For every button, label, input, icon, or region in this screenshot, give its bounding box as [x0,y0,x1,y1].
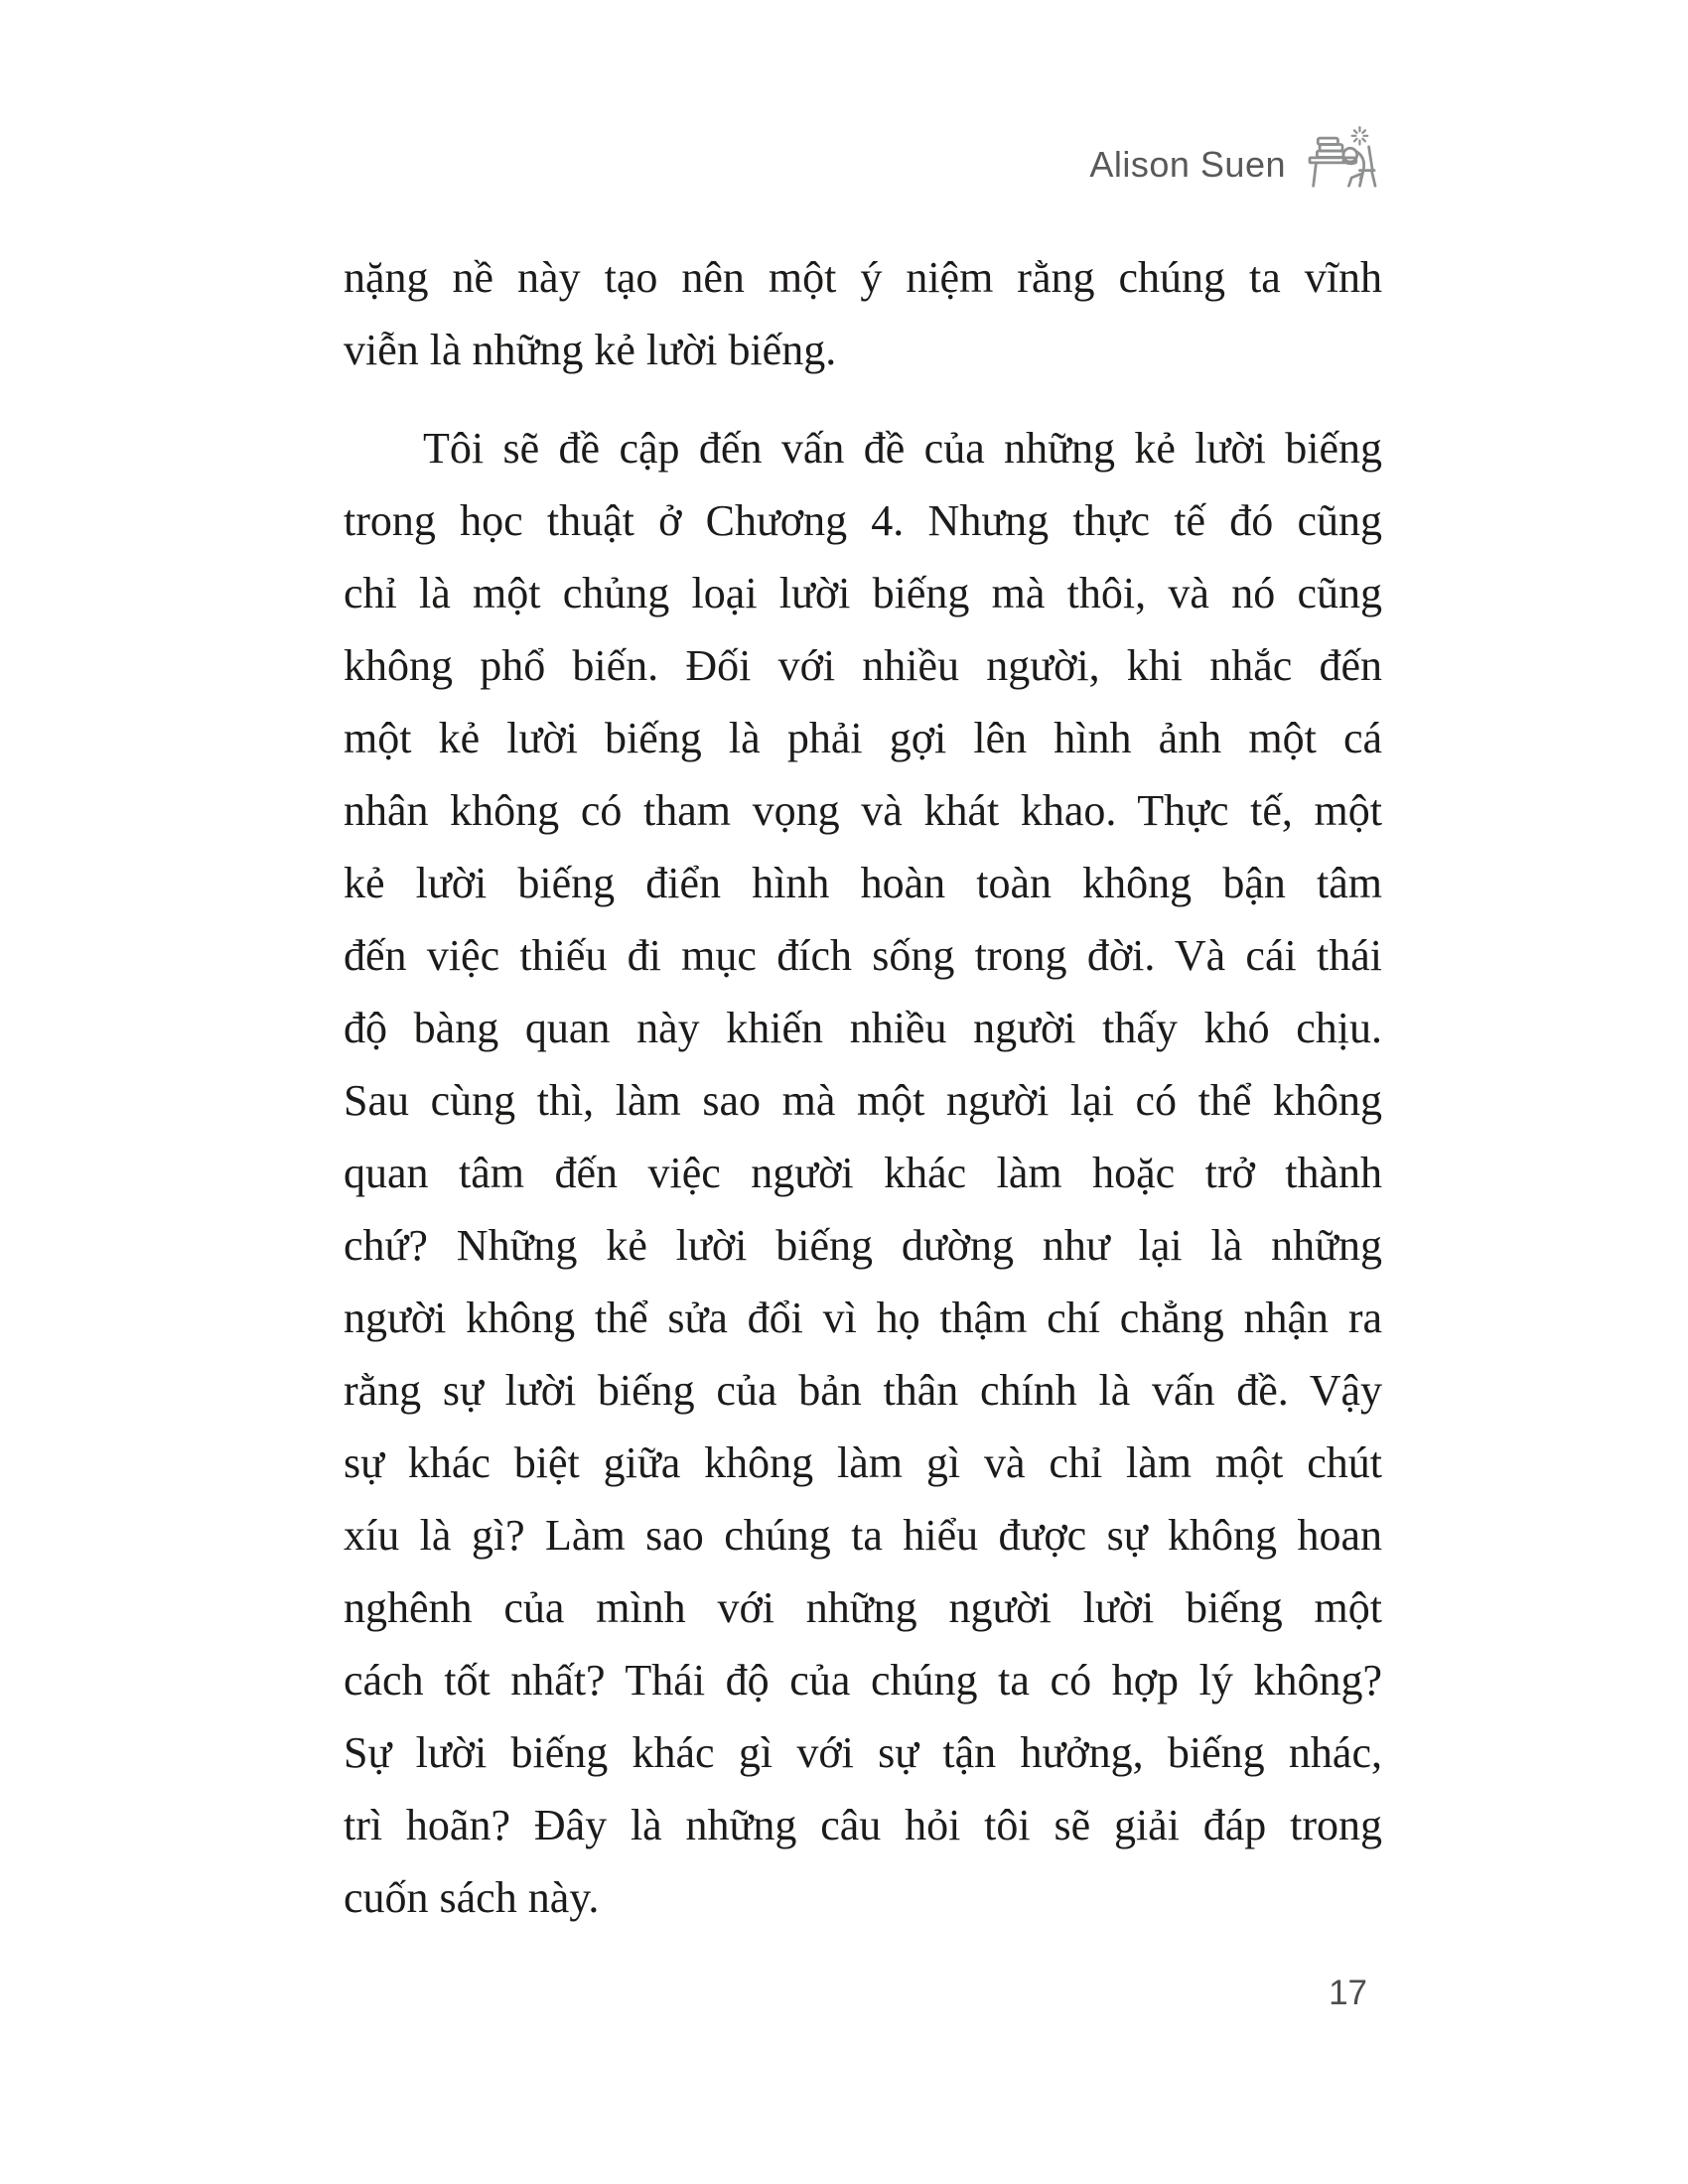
paragraph [344,241,1382,386]
text-line: cách tốt nhất? Thái độ của chúng ta có hợp lý không? [344,1656,1382,1705]
text-line: trì hoãn? Đây là những câu hỏi tôi sẽ giải đáp trong [344,1801,1382,1849]
sparkle-burst [1352,127,1368,144]
paragraph [344,412,1382,1934]
text-line: chứ? Những kẻ lười biếng dường như lại là những [344,1221,1382,1270]
text-line: độ bàng quan này khiến nhiều người thấy khó chịu. [344,1004,1382,1052]
text-line: quan tâm đến việc người khác làm hoặc trở thành [344,1149,1382,1197]
body-text [344,241,1382,1934]
author-name: Alison Suen [1089,144,1286,185]
text-line: sự khác biệt giữa không làm gì và chỉ làm một chút [344,1438,1382,1487]
sleeping-at-desk-icon [1308,123,1377,189]
text-line: xíu là gì? Làm sao chúng ta hiểu được sự không hoan [344,1511,1382,1560]
text-line: viễn là những kẻ lười biếng. [344,326,837,374]
text-line: cuốn sách này. [344,1873,600,1922]
running-header [1089,123,1377,189]
text-line: nặng nề này tạo nên một ý niệm rằng chúng ta vĩnh [344,253,1382,302]
page-number: 17 [1329,1974,1367,2012]
text-line: Sự lười biếng khác gì với sự tận hưởng, biếng nhác, [344,1728,1382,1777]
text-line: nghênh của mình với những người lười biếng một [344,1583,1382,1632]
text-line: Tôi sẽ đề cập đến vấn đề của những kẻ lười biếng [423,424,1382,473]
text-line: nhân không có tham vọng và khát khao. Thực tế, một [344,786,1382,835]
text-line: trong học thuật ở Chương 4. Nhưng thực tế đó cũng [344,496,1382,545]
text-line: một kẻ lười biếng là phải gợi lên hình ảnh một cá [344,714,1382,762]
text-line: kẻ lười biếng điển hình hoàn toàn không bận tâm [344,859,1382,907]
text-line: không phổ biến. Đối với nhiều người, khi nhắc đến [344,641,1382,690]
text-line: Sau cùng thì, làm sao mà một người lại có thể không [344,1076,1382,1125]
text-line: đến việc thiếu đi mục đích sống trong đời. Và cái thái [344,931,1382,980]
text-line: chỉ là một chủng loại lười biếng mà thôi, và nó cũng [344,569,1382,617]
text-line: người không thể sửa đổi vì họ thậm chí chẳng nhận ra [344,1294,1382,1342]
text-line: rằng sự lười biếng của bản thân chính là vấn đề. Vậy [344,1366,1382,1415]
